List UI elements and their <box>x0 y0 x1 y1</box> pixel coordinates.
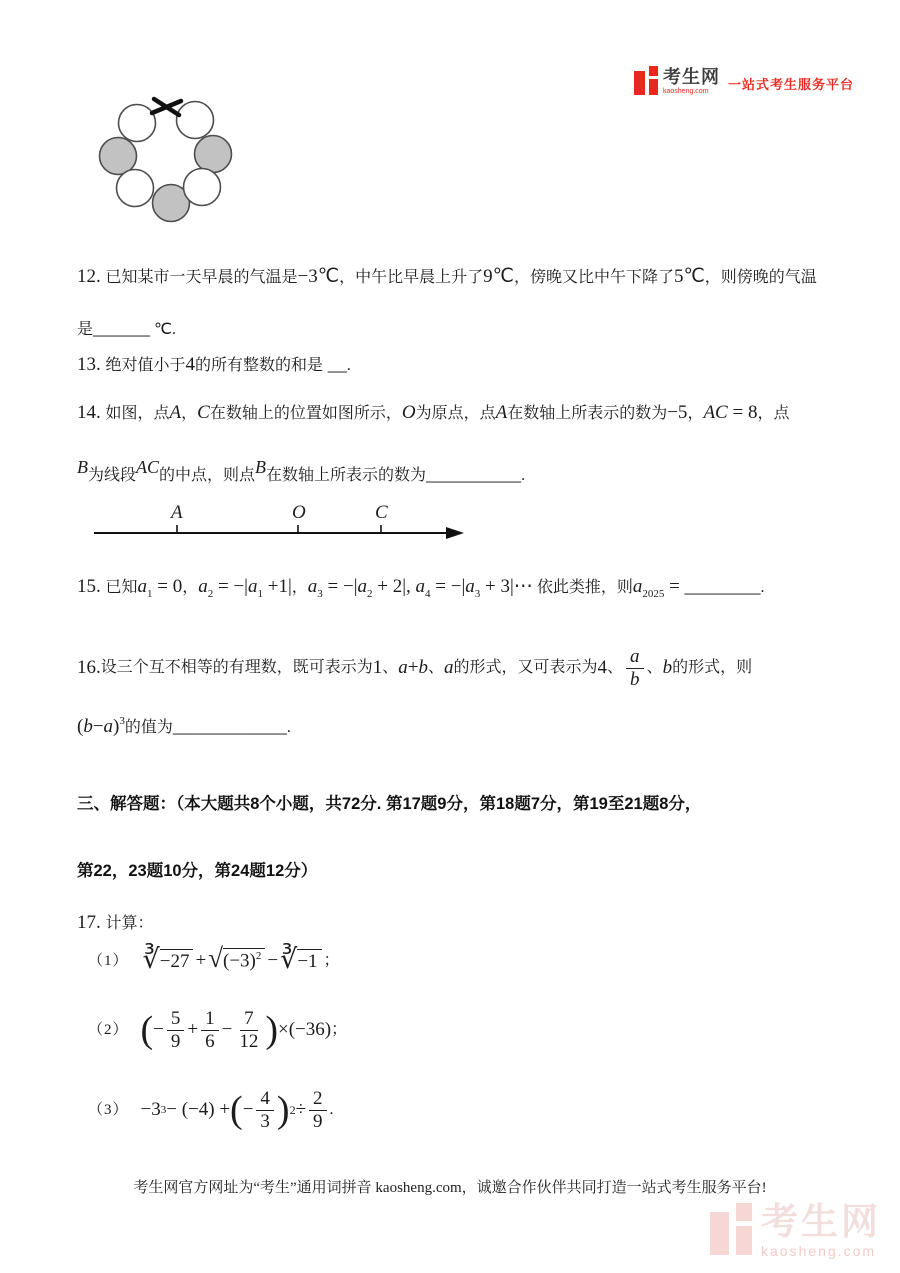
subscript: 1 <box>257 588 263 600</box>
bracelet-beads <box>100 102 232 222</box>
square-root: √ $(-3)^2$ <box>208 948 265 973</box>
text-run: 15. <box>77 576 106 597</box>
text-run: . <box>286 719 291 736</box>
kaosheng-logo <box>634 66 854 95</box>
superscript: 3 <box>160 1103 167 1116</box>
text-run: ____________ <box>172 716 287 737</box>
text-run: + 3|⋯ <box>480 576 533 597</box>
text-run: − <box>92 716 104 737</box>
text-run: − <box>267 950 279 972</box>
text-run: 、 <box>382 659 399 677</box>
text-run: ________ <box>684 576 761 597</box>
text-run: 5℃ <box>673 266 705 287</box>
question-15 <box>77 574 765 602</box>
subscript: 2 <box>367 588 373 600</box>
math-variable: b <box>418 657 428 679</box>
text-run: ，中午比早晨上升了 <box>339 269 484 286</box>
text-run: ) <box>276 1088 290 1131</box>
text-run: ； <box>331 1021 348 1039</box>
point-label-C: C <box>375 502 388 523</box>
superscript: 3 <box>119 715 125 727</box>
text-run: ，傍晚又比中午下降了 <box>513 269 674 286</box>
text-run: 的形式，又可表示为 <box>453 659 598 677</box>
bead-gray <box>100 138 137 175</box>
text-run: 9℃ <box>483 266 514 287</box>
math-variable: a <box>247 576 258 597</box>
text-run: 为线段 <box>88 467 137 484</box>
text-run: 4 <box>597 657 608 679</box>
question-14-line-1 <box>77 400 789 426</box>
text-run: 14. <box>77 402 106 423</box>
text-run: __________ <box>426 464 522 485</box>
fraction: $\frac{1}{6}$ <box>201 1008 219 1052</box>
watermark-brand: 考生网 <box>761 1201 881 1242</box>
math-variable: a <box>465 576 475 597</box>
text-run: +1| <box>262 576 292 597</box>
part-label: （1） <box>88 952 129 969</box>
subscript: 2025 <box>642 588 665 600</box>
text-run: −3℃ <box>297 266 340 287</box>
fraction: $\frac{7}{12}$ <box>239 1008 259 1052</box>
math-variable: b <box>662 657 673 679</box>
text-run: − <box>242 1099 254 1121</box>
text-run: − (−4) + <box>166 1099 231 1121</box>
text-run: −5 <box>667 402 688 423</box>
brand-domain: kaosheng.com <box>663 88 709 95</box>
math-variable: a <box>137 576 148 597</box>
fraction: $\frac{5}{9}$ <box>167 1008 185 1052</box>
question-13 <box>77 352 351 378</box>
question-17-part-3 <box>88 1080 334 1140</box>
math-variable: a <box>357 576 368 597</box>
question-16-line-2 <box>77 714 291 740</box>
math-variable: B <box>255 457 267 477</box>
text-run: . <box>521 467 526 484</box>
text-run: ； <box>323 952 340 970</box>
bead-white <box>177 102 214 139</box>
text-run: ， <box>181 405 198 422</box>
math-variable: O <box>401 402 416 423</box>
point-label-A: A <box>171 502 183 523</box>
bead-white <box>184 169 221 206</box>
text-run: 的形式，则 <box>672 659 753 677</box>
fraction: $\frac{4}{3}$ <box>256 1088 274 1132</box>
text-run: = 8 <box>727 402 758 423</box>
text-run: + <box>407 657 419 679</box>
knot-x-mark <box>152 99 181 115</box>
text-run: 在数轴上的位置如图所示， <box>209 405 402 422</box>
section-3-header-line-2: 第22，23题10分，第24题12分） <box>77 862 318 880</box>
watermark-domain: kaosheng.com <box>761 1243 877 1259</box>
text-run: − <box>221 1019 233 1041</box>
kaosheng-watermark <box>710 1203 881 1258</box>
cube-root: ∛ −1 <box>280 949 321 974</box>
subscript: 4 <box>425 588 431 600</box>
text-run: __ <box>323 354 347 375</box>
text-run: 绝对值小于 <box>105 357 186 374</box>
text-run: 在数轴上所表示的数为 <box>266 467 427 484</box>
text-run: 、 <box>607 659 624 677</box>
text-run: ， <box>687 405 704 422</box>
subscript: 3 <box>474 588 481 600</box>
text-run: 计算： <box>105 915 154 932</box>
arrowhead <box>446 527 464 539</box>
bead-gray <box>195 136 232 173</box>
text-run: = −| <box>430 576 466 597</box>
kaosheng-logo-text <box>663 68 720 95</box>
kaosheng-watermark-text <box>761 1203 881 1258</box>
text-run: ，则傍晚的气温 <box>704 269 817 286</box>
math-variable: a <box>103 716 114 737</box>
text-run: −3 <box>140 1099 161 1121</box>
math-variable: b <box>83 716 93 737</box>
subscript: 1 <box>147 588 153 600</box>
text-run: 17. <box>77 912 106 933</box>
text-run: = <box>664 576 685 597</box>
text-run: = 0 <box>152 576 183 597</box>
text-run: = −| <box>322 576 358 597</box>
text-run: 、 <box>428 659 445 677</box>
question-12-line-1 <box>77 264 817 290</box>
brand-name: 考生网 <box>663 67 720 87</box>
math-variable: A <box>495 402 508 423</box>
text-run: ) <box>265 1008 278 1051</box>
fraction: $\frac{a}{b}$ <box>626 646 644 690</box>
text-run: 的所有整数的和是 <box>195 357 324 374</box>
text-run: 的值为 <box>124 719 173 736</box>
brand-tagline: 一站式考生服务平台 <box>728 77 855 92</box>
text-run: 13. <box>77 354 106 375</box>
text-run: ( <box>230 1088 243 1131</box>
point-label-O: O <box>292 502 306 523</box>
text-run: − <box>153 1019 164 1041</box>
text-run: ， <box>291 579 308 596</box>
text-run: 已知 <box>105 579 138 596</box>
text-run: ℃. <box>150 321 176 338</box>
math-variable: a <box>307 576 318 597</box>
part-label: （2） <box>88 1021 129 1038</box>
text-run: (−36) <box>288 1019 332 1041</box>
text-run: . <box>329 1101 334 1119</box>
text-run: ( <box>140 1008 154 1051</box>
cube-root: ∛ −27 <box>143 949 194 974</box>
footer-promo-text: 考生网官方网址为“考生”通用词拼音 kaosheng.com，诚邀合作伙伴共同打造一站式考生服务平台! <box>133 1180 767 1196</box>
text-run: 4 <box>185 354 196 375</box>
part-label: （3） <box>88 1101 129 1118</box>
bead-white <box>117 170 154 207</box>
math-variable: AC <box>136 457 160 477</box>
text-run: 的中点，则点 <box>159 467 256 484</box>
fraction: $\frac{2}{9}$ <box>309 1088 327 1132</box>
math-variable: a <box>415 576 426 597</box>
text-run: . <box>346 357 351 374</box>
superscript: 2 <box>289 1102 296 1117</box>
subscript: 2 <box>207 588 214 600</box>
text-run: 1 <box>372 657 383 679</box>
text-run: 如图，点 <box>105 405 170 422</box>
bracelet-figure <box>90 92 245 232</box>
text-run: 12. <box>77 266 106 287</box>
text-run: 是 <box>77 321 94 338</box>
question-14-line-2 <box>77 457 526 488</box>
math-variable: a <box>198 576 208 597</box>
text-run: 依此类推，则 <box>532 579 633 596</box>
subscript: 3 <box>317 588 323 600</box>
question-12-line-2 <box>77 316 176 342</box>
kaosheng-watermark-icon <box>710 1203 754 1255</box>
math-variable: B <box>77 457 88 477</box>
math-variable: a <box>398 657 408 679</box>
math-variable: C <box>197 402 210 423</box>
text-run: ÷ <box>295 1099 307 1121</box>
text-run: + 2|, <box>372 576 416 597</box>
math-variable: a <box>444 657 454 679</box>
text-run: 在数轴上所表示的数为 <box>507 405 668 422</box>
text-run: ， <box>182 579 199 596</box>
math-variable: a <box>632 576 643 597</box>
question-17-heading <box>77 910 154 936</box>
math-variable: A <box>169 402 182 423</box>
text-run: 为原点，点 <box>415 405 496 422</box>
kaosheng-logo-icon <box>634 66 659 95</box>
text-run: 设三个互不相等的有理数，既可表示为 <box>100 659 373 677</box>
math-variable: AC <box>703 402 728 423</box>
section-3-header-line-1: 三、解答题：（本大题共8个小题，共72分. 第17题9分，第18题7分，第19至21题8分， <box>77 795 702 813</box>
text-run: ) <box>113 716 120 737</box>
number-line-figure <box>90 498 470 548</box>
text-run: ______ <box>93 318 151 339</box>
question-17-part-2 <box>88 1000 347 1060</box>
question-17-part-1 <box>88 938 340 984</box>
text-run: × <box>277 1019 289 1041</box>
text-run: ，点 <box>757 405 790 422</box>
text-run: = −| <box>213 576 248 597</box>
text-run: . <box>760 579 765 596</box>
text-run: + <box>187 1019 199 1041</box>
text-run: + <box>195 950 207 972</box>
text-run: 、 <box>646 659 663 677</box>
question-16-line-1 <box>77 636 752 700</box>
bead-white <box>119 105 156 142</box>
text-run: ( <box>77 716 84 737</box>
text-run: 16. <box>77 657 101 679</box>
text-run: 已知某市一天早晨的气温是 <box>105 269 298 286</box>
